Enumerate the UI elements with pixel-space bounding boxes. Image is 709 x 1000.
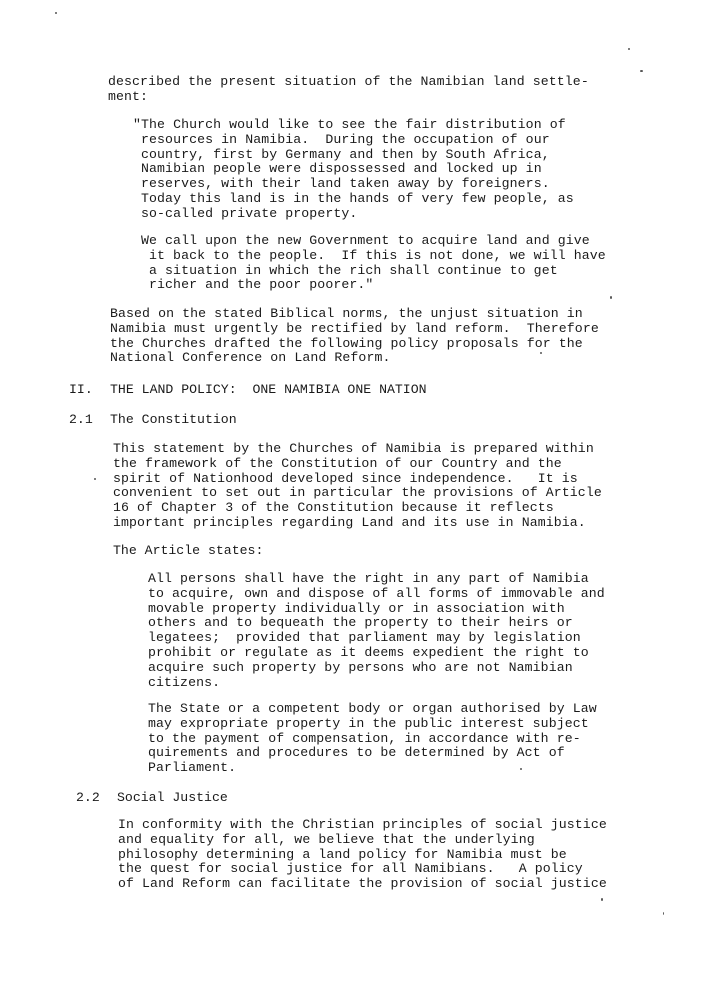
scan-speck — [540, 352, 542, 354]
scan-speck — [601, 898, 603, 901]
scan-speck — [55, 12, 57, 14]
text-line: convenient to set out in particular the provisions of Article — [113, 485, 602, 501]
text-line: Namibian people were dispossessed and locked up in — [133, 161, 542, 177]
text-line: "The Church would like to see the fair distribution of — [133, 117, 566, 132]
quote-paragraph-2 — [141, 234, 606, 293]
text-line: This statement by the Churches of Namibia is prepared within — [113, 441, 594, 456]
subsection-heading: Social Justice — [117, 790, 228, 805]
text-line: citizens. — [148, 674, 221, 690]
text-line: the framework of the Constitution of our Country and the — [113, 455, 562, 471]
text-line: spirit of Nationhood developed since independence. It is — [113, 470, 578, 486]
text-line: resources in Namibia. During the occupation of our — [133, 131, 550, 147]
text-line: National Conference on Land Reform. — [110, 350, 391, 366]
text-line: a situation in which the rich shall continue to get — [141, 262, 558, 278]
scan-speck — [628, 48, 630, 50]
text-line: Based on the stated Biblical norms, the unjust situation in — [110, 306, 583, 321]
section-number: II. — [69, 382, 93, 397]
text-line: Namibia must urgently be rectified by land reform. Therefore — [110, 320, 599, 336]
text-line: may expropriate property in the public interest subject — [148, 715, 589, 731]
article-paragraph-2 — [148, 702, 597, 776]
scan-speck — [520, 768, 522, 770]
text-line: In conformity with the Christian principles of social justice — [118, 817, 607, 832]
text-line: it back to the people. If this is not done, we will have — [141, 247, 606, 263]
text-line: philosophy determining a land policy for Namibia must be — [118, 846, 567, 862]
text-line: All persons shall have the right in any part of Namibia — [148, 571, 589, 586]
quote-paragraph-1 — [133, 118, 574, 222]
text-line: the Churches drafted the following policy proposals for the — [110, 335, 583, 351]
text-line: of Land Reform can facilitate the provision of social justice — [118, 876, 607, 892]
text-line: to acquire, own and dispose of all forms of immovable and — [148, 585, 605, 601]
text-line: legatees; provided that parliament may by legislation — [148, 630, 581, 646]
section-heading: THE LAND POLICY: ONE NAMIBIA ONE NATION — [110, 382, 427, 397]
scan-speck — [663, 912, 664, 915]
text-line: reserves, with their land taken away by foreigners. — [133, 176, 550, 192]
text-line: richer and the poor poorer." — [141, 277, 374, 293]
text-line: acquire such property by persons who are not Namibian — [148, 659, 573, 675]
text-line: important principles regarding Land and its use in Namibia. — [113, 514, 586, 530]
text-line: and equality for all, we believe that the underlying — [118, 831, 535, 847]
constitution-paragraph — [113, 442, 602, 531]
subsection-number: 2.2 — [76, 790, 100, 805]
scan-speck — [640, 70, 643, 72]
text-line: to the payment of compensation, in accordance with re- — [148, 730, 581, 746]
text-line: country, first by Germany and then by South Africa, — [133, 146, 550, 162]
text-line: the quest for social justice for all Namibians. A policy — [118, 861, 583, 877]
subsection-heading: The Constitution — [110, 412, 237, 427]
text-line: so-called private property. — [133, 205, 358, 221]
text-line: prohibit or regulate as it deems expedient the right to — [148, 644, 589, 660]
text-line: We call upon the new Government to acquire land and give — [141, 233, 590, 248]
text-line: The State or a competent body or organ authorised by Law — [148, 701, 597, 716]
text-line: Today this land is in the hands of very few people, as — [133, 190, 574, 206]
conclusion-paragraph — [110, 307, 599, 366]
text-line: movable property individually or in association with — [148, 600, 565, 616]
subsection-number: 2.1 — [69, 412, 93, 427]
text-line: described the present situation of the Namibian land settle- — [108, 74, 589, 89]
social-justice-paragraph — [118, 818, 607, 892]
text-line: 16 of Chapter 3 of the Constitution because it reflects — [113, 500, 554, 516]
text-line: quirements and procedures to be determined by Act of — [148, 745, 565, 761]
scan-speck — [94, 478, 96, 480]
text-line: Parliament. — [148, 760, 237, 776]
article-paragraph-1 — [148, 572, 605, 690]
intro-paragraph — [108, 75, 589, 105]
scan-speck — [610, 296, 612, 299]
text-line: ment: — [108, 88, 149, 104]
text-line: others and to bequeath the property to their heirs or — [148, 615, 573, 631]
article-intro: The Article states: — [113, 543, 264, 558]
